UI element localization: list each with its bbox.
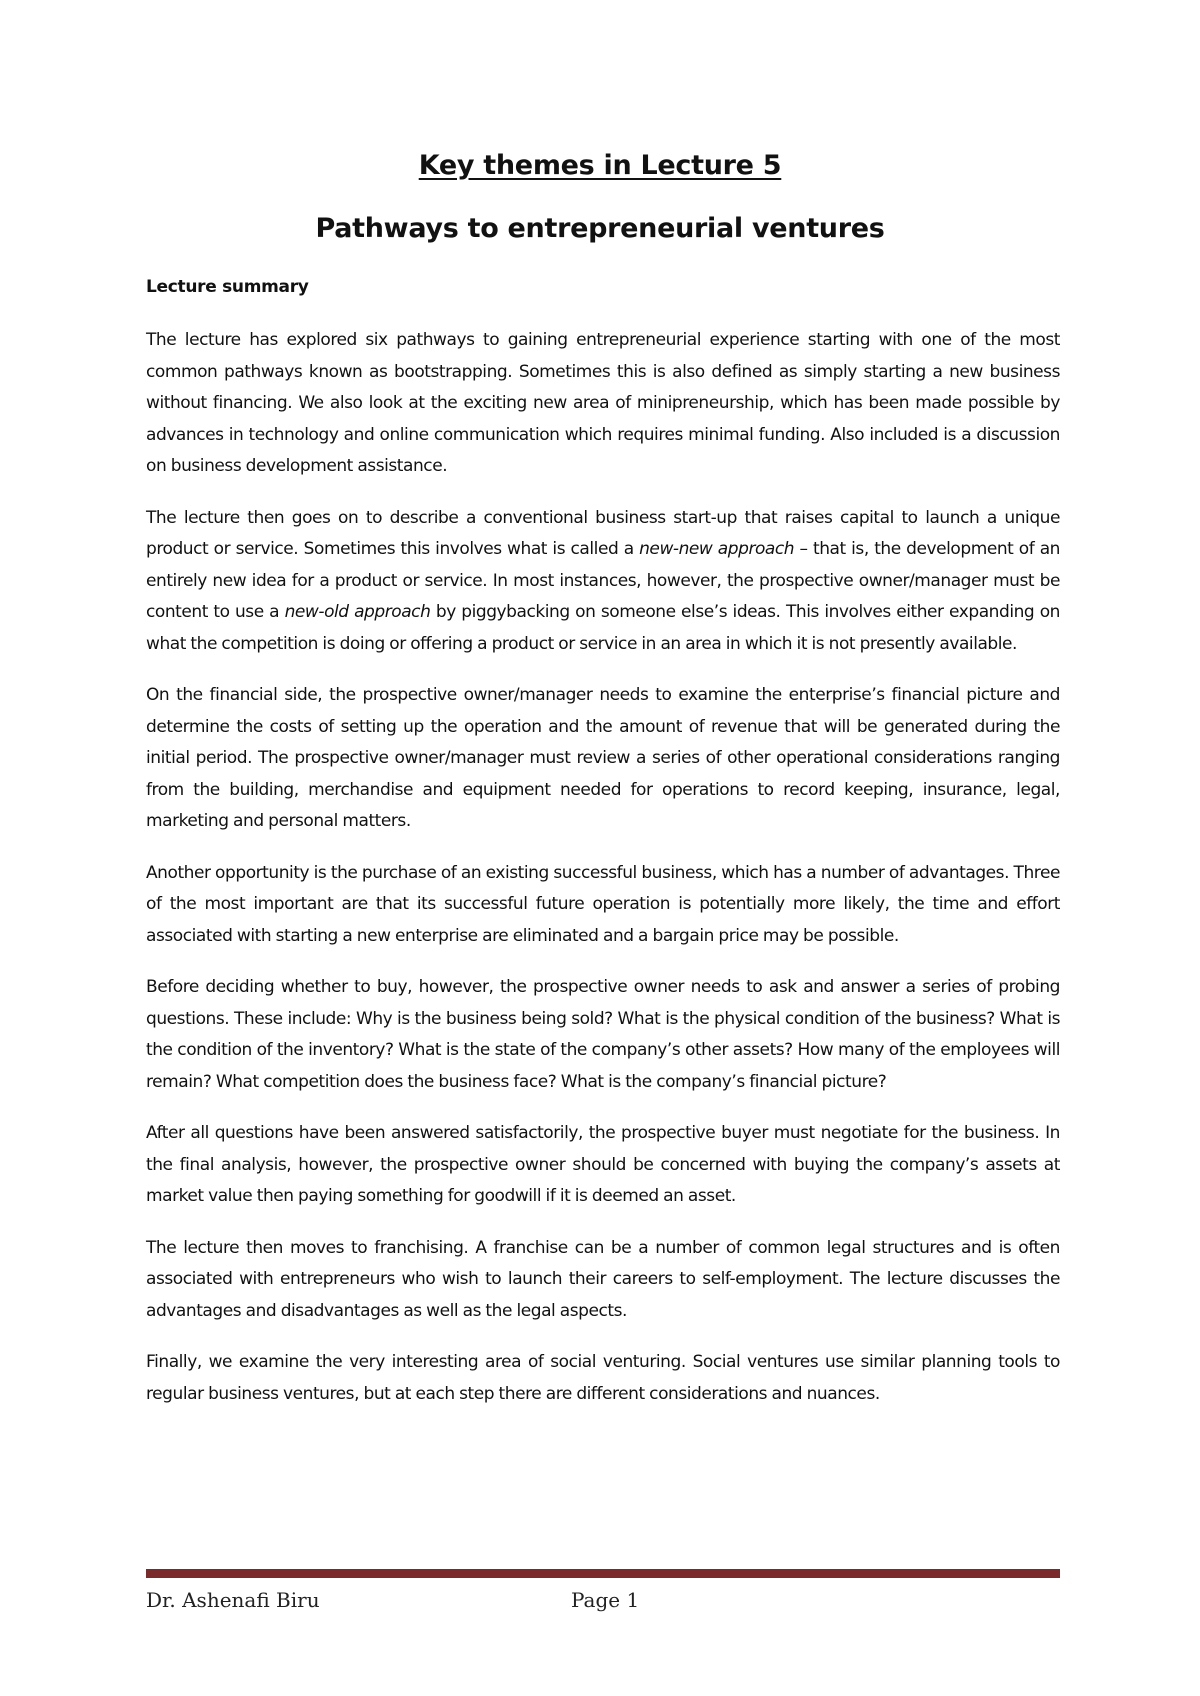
footer-author: Dr. Ashenafi Biru [146,1588,320,1612]
paragraph-text: – that is, the development of an entirely new idea for a product or service. In most instances, however, the prospective owner/manager must be content to use a [146,539,1060,622]
footer-rule [146,1569,1060,1578]
paragraph: The lecture then moves to franchising. A franchise can be a number of common legal structures and is often associated with entrepreneurs who wish to launch their careers to self-employment. The lecture discusses the advantages and disadvantages as well as the legal aspects. [146,1237,1060,1321]
paragraph: On the financial side, the prospective owner/manager needs to examine the enterprise’s financial picture and determine the costs of setting up the operation and the amount of revenue that will be generated during the initial period. The prospective owner/manager must review a series of other operational considerations ranging from the building, merchandise and equipment needed for operations to record keeping, insurance, legal, marketing and personal matters. [146,685,1060,831]
section-heading: Lecture summary [146,277,309,297]
footer-page-number: Page 1 [571,1588,640,1612]
paragraph [146,503,1060,661]
document-body [146,325,1060,1430]
paragraph: After all questions have been answered satisfactorily, the prospective buyer must negotiate for the business. In the final analysis, however, the prospective owner should be concerned with buying the company’s assets at market value then paying something for goodwill if it is deemed an asset. [146,1123,1060,1206]
paragraph: Before deciding whether to buy, however, the prospective owner needs to ask and answer a series of probing questions. These include: Why is the business being sold? What is the physical condition of the business? What is the condition of the inventory? What is the state of the company’s other assets? How many of the employees will remain? What competition does the business face? What is the company’s financial picture? [146,977,1060,1092]
document-subtitle: Pathways to entrepreneurial ventures [315,213,885,244]
emphasis-new-old-approach: new-old approach [284,602,431,622]
paragraph-text: by piggybacking on someone else’s ideas. This involves either expanding on what the competition is doing or offering a product or service in an area in which it is not presently available. [146,602,1060,654]
document-title: Key themes in Lecture 5 [418,150,782,181]
paragraph-text: The lecture then goes on to describe a conventional business start-up that raises capital to launch a unique product or service. Sometimes this involves what is called a [146,507,1060,559]
paragraph: The lecture has explored six pathways to gaining entrepreneurial experience starting with one of the most common pathways known as bootstrapping. Sometimes this is also defined as simply starting a new business without financing. We also look at the exciting new area of minipreneurship, which has been made possible by advances in technology and online communication which requires minimal funding. Also included is a discussion on business development assistance. [146,330,1060,476]
paragraph: Finally, we examine the very interesting area of social venturing. Social ventures use similar planning tools to regular business ventures, but at each step there are different considerations and nuances. [146,1352,1060,1404]
paragraph: Another opportunity is the purchase of an existing successful business, which has a number of advantages. Three of the most important are that its successful future operation is potentially more likely, the time and effort associated with starting a new enterprise are eliminated and a bargain price may be possible. [146,862,1060,946]
emphasis-new-new-approach: new-new approach [639,539,795,559]
